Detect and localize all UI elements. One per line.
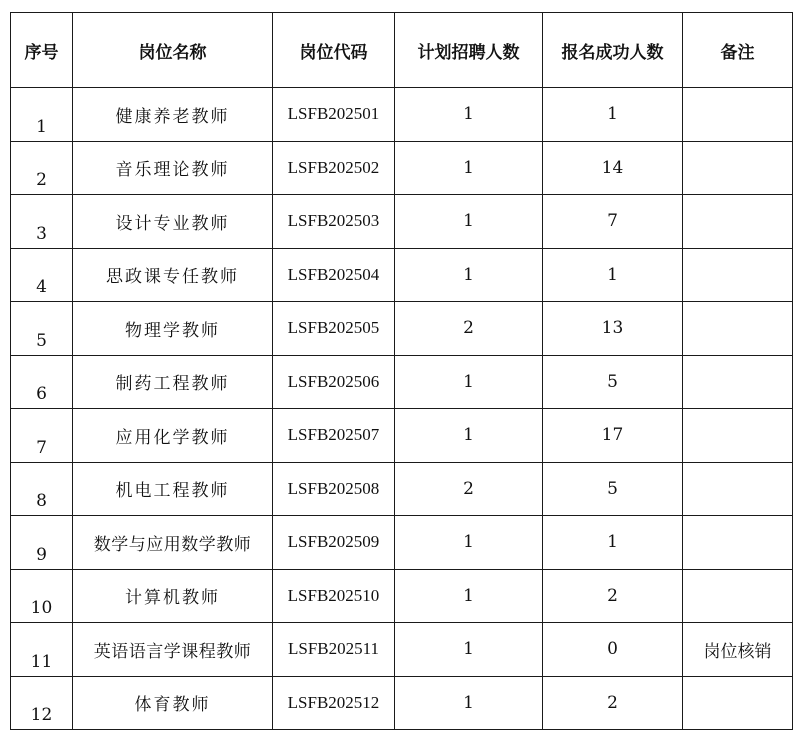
cell-position-name: 计算机教师	[73, 569, 273, 623]
table-header	[11, 13, 793, 88]
cell-seq: 8	[11, 462, 73, 516]
cell-position-code: LSFB202505	[273, 302, 395, 356]
table-row	[11, 569, 793, 623]
cell-position-code: LSFB202507	[273, 409, 395, 463]
header-seq: 序号	[11, 13, 73, 88]
header-position-code: 岗位代码	[273, 13, 395, 88]
cell-position-code: LSFB202502	[273, 141, 395, 195]
table-row	[11, 88, 793, 142]
header-planned-hires: 计划招聘人数	[395, 13, 543, 88]
recruitment-table	[10, 12, 793, 730]
table-row	[11, 195, 793, 249]
cell-position-name: 音乐理论教师	[73, 141, 273, 195]
cell-position-name: 设计专业教师	[73, 195, 273, 249]
cell-position-code: LSFB202509	[273, 516, 395, 570]
cell-successful-applicants: 7	[543, 195, 683, 249]
table-row	[11, 302, 793, 356]
header-remark: 备注	[683, 13, 793, 88]
cell-position-name: 制药工程教师	[73, 355, 273, 409]
cell-successful-applicants: 14	[543, 141, 683, 195]
cell-remark	[683, 302, 793, 356]
cell-position-code: LSFB202512	[273, 676, 395, 730]
cell-successful-applicants: 1	[543, 516, 683, 570]
cell-remark	[683, 195, 793, 249]
table-row	[11, 248, 793, 302]
cell-seq: 4	[11, 248, 73, 302]
cell-planned-hires: 1	[395, 676, 543, 730]
table-row	[11, 462, 793, 516]
cell-position-name: 健康养老教师	[73, 88, 273, 142]
table-row	[11, 141, 793, 195]
cell-seq: 7	[11, 409, 73, 463]
cell-position-name: 数学与应用数学教师	[73, 516, 273, 570]
cell-remark	[683, 355, 793, 409]
cell-position-name: 思政课专任教师	[73, 248, 273, 302]
header-position-name: 岗位名称	[73, 13, 273, 88]
cell-seq: 5	[11, 302, 73, 356]
cell-successful-applicants: 5	[543, 462, 683, 516]
cell-successful-applicants: 17	[543, 409, 683, 463]
cell-successful-applicants: 1	[543, 248, 683, 302]
cell-position-name: 应用化学教师	[73, 409, 273, 463]
cell-planned-hires: 2	[395, 302, 543, 356]
cell-position-name: 机电工程教师	[73, 462, 273, 516]
header-row	[11, 13, 793, 88]
cell-remark	[683, 676, 793, 730]
cell-planned-hires: 1	[395, 569, 543, 623]
cell-successful-applicants: 2	[543, 676, 683, 730]
cell-remark	[683, 462, 793, 516]
cell-remark	[683, 516, 793, 570]
cell-planned-hires: 1	[395, 88, 543, 142]
cell-successful-applicants: 0	[543, 623, 683, 677]
cell-successful-applicants: 13	[543, 302, 683, 356]
cell-planned-hires: 1	[395, 409, 543, 463]
cell-position-code: LSFB202510	[273, 569, 395, 623]
cell-position-code: LSFB202501	[273, 88, 395, 142]
cell-seq: 10	[11, 569, 73, 623]
cell-position-name: 英语语言学课程教师	[73, 623, 273, 677]
cell-seq: 1	[11, 88, 73, 142]
cell-seq: 3	[11, 195, 73, 249]
table-row	[11, 355, 793, 409]
cell-remark	[683, 141, 793, 195]
cell-position-code: LSFB202508	[273, 462, 395, 516]
cell-remark	[683, 569, 793, 623]
cell-planned-hires: 2	[395, 462, 543, 516]
table-row	[11, 676, 793, 730]
cell-remark: 岗位核销	[683, 623, 793, 677]
cell-planned-hires: 1	[395, 623, 543, 677]
cell-remark	[683, 88, 793, 142]
cell-seq: 11	[11, 623, 73, 677]
cell-position-code: LSFB202511	[273, 623, 395, 677]
cell-successful-applicants: 1	[543, 88, 683, 142]
cell-remark	[683, 248, 793, 302]
cell-planned-hires: 1	[395, 355, 543, 409]
cell-position-code: LSFB202504	[273, 248, 395, 302]
cell-seq: 12	[11, 676, 73, 730]
cell-successful-applicants: 5	[543, 355, 683, 409]
table-row	[11, 409, 793, 463]
table-row	[11, 516, 793, 570]
cell-seq: 2	[11, 141, 73, 195]
cell-planned-hires: 1	[395, 195, 543, 249]
cell-planned-hires: 1	[395, 516, 543, 570]
cell-position-name: 体育教师	[73, 676, 273, 730]
cell-planned-hires: 1	[395, 248, 543, 302]
cell-seq: 9	[11, 516, 73, 570]
cell-position-code: LSFB202506	[273, 355, 395, 409]
cell-position-code: LSFB202503	[273, 195, 395, 249]
header-successful-applicants: 报名成功人数	[543, 13, 683, 88]
cell-planned-hires: 1	[395, 141, 543, 195]
cell-seq: 6	[11, 355, 73, 409]
table-row	[11, 623, 793, 677]
cell-remark	[683, 409, 793, 463]
cell-successful-applicants: 2	[543, 569, 683, 623]
table-body	[11, 88, 793, 730]
cell-position-name: 物理学教师	[73, 302, 273, 356]
